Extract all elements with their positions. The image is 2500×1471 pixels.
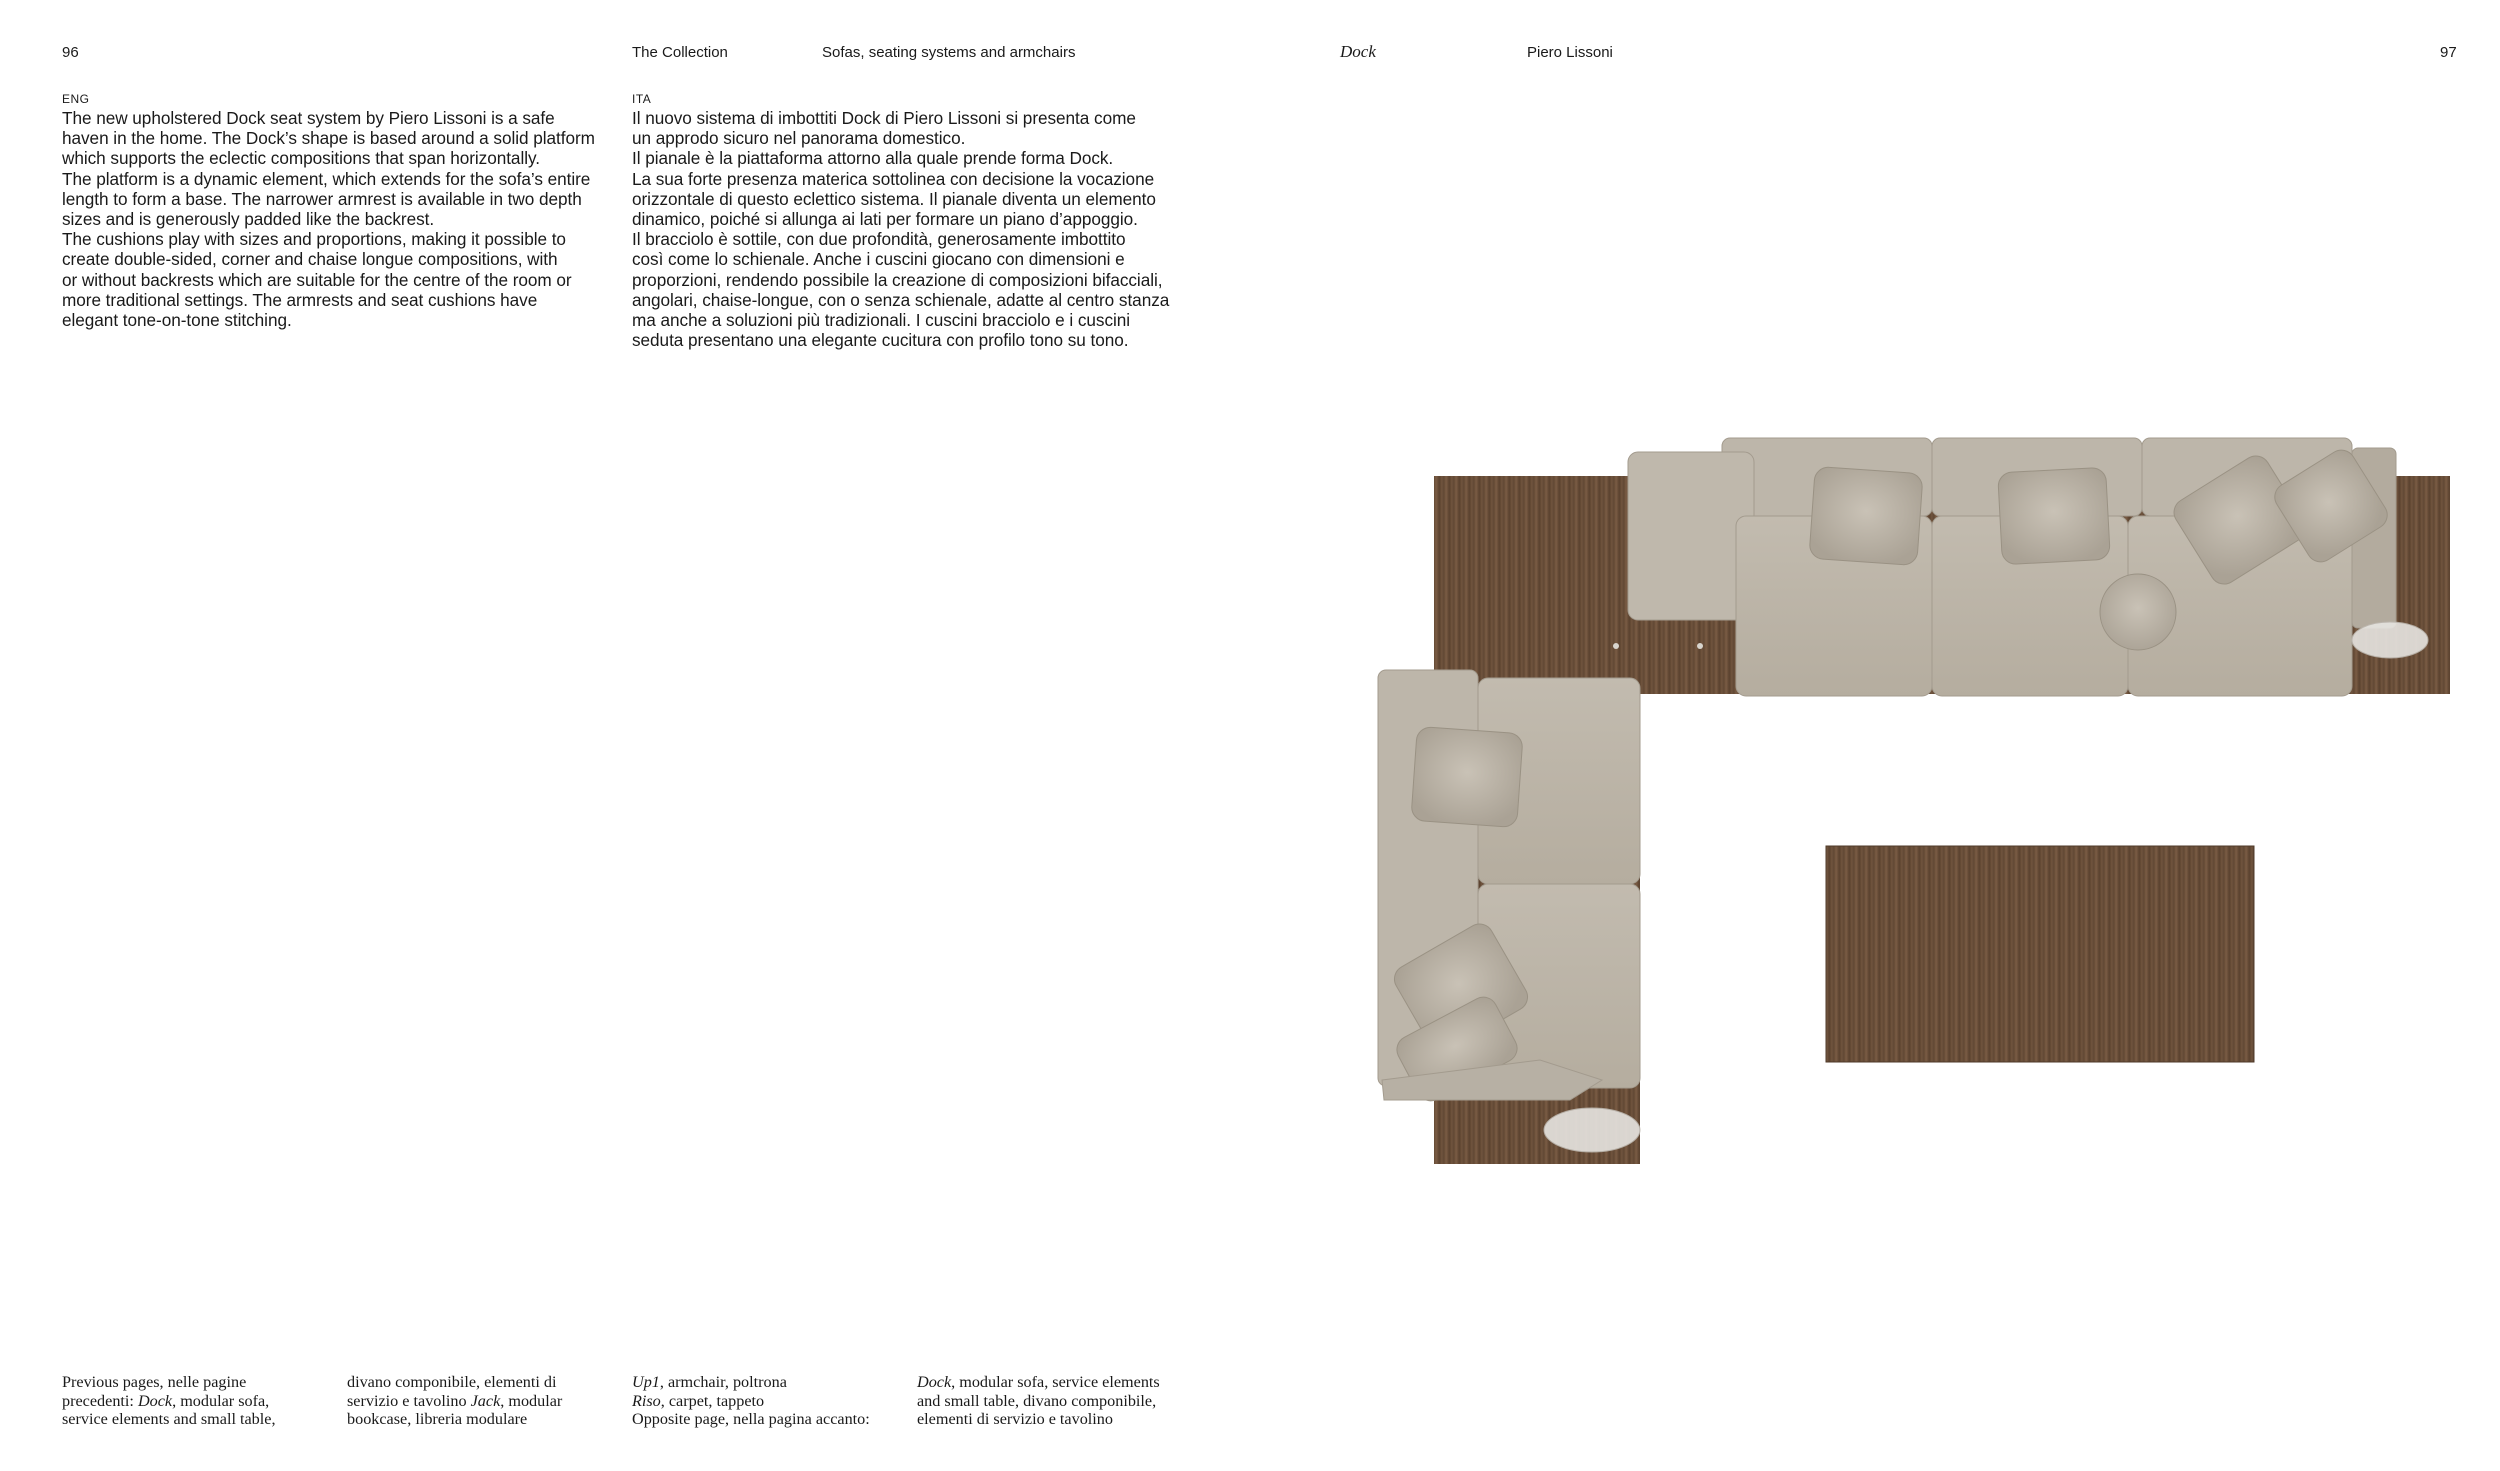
armrest-left	[1628, 452, 1754, 620]
caption-col4: Dock, modular sofa, service elements and small table, divano componibile, elementi di servizio e tavolino	[917, 1373, 1160, 1428]
throw-pillow	[1998, 467, 2111, 565]
coffee-table	[1826, 846, 2254, 1062]
designer-name: Piero Lissoni	[1527, 44, 1613, 61]
round-pouf-cushion	[2100, 574, 2176, 650]
section-title: The Collection	[632, 44, 728, 61]
page-number-right: 97	[2440, 44, 2457, 61]
throw-pillow	[1411, 726, 1523, 827]
product-ref: Up1	[632, 1373, 660, 1391]
throw-pillow	[1809, 466, 1923, 565]
product-ref: Dock	[917, 1373, 952, 1391]
eng-paragraph: The cushions play with sizes and proportions, making it possible to create double-sided, corner and chaise longue compositions, with or without backrests which are suitable for the centre of the room or more traditional settings. The armrests and seat cushions have elegant tone-on-tone stitching.	[62, 229, 572, 331]
eng-paragraph: The platform is a dynamic element, which extends for the sofa’s entire length to form a base. The narrower armrest is available in two depth sizes and is generously padded like the backrest.	[62, 168, 591, 230]
eng-paragraph: The new upholstered Dock seat system by Piero Lissoni is a safe haven in the home. The Dock’s shape is based around a solid platform which supports the eclectic compositions that span horizontally.	[62, 108, 595, 169]
glass-tray	[1544, 1108, 1640, 1152]
lang-label-eng: ENG	[62, 92, 90, 106]
caption-col1: Previous pages, nelle pagine precedenti: Dock, modular sofa, service elements and small table,	[62, 1373, 276, 1428]
sofa-top-view-image	[1370, 420, 2450, 1190]
page-number-left: 96	[62, 44, 79, 61]
ita-paragraph: Il nuovo sistema di imbottiti Dock di Piero Lissoni si presenta come un approdo sicuro nel panorama domestico.	[632, 108, 1136, 149]
ita-paragraph: Il bracciolo è sottile, con due profondità, generosamente imbottito così come lo schienale. Anche i cuscini giocano con dimensioni e proporzioni, rendendo possibile la creazione di composizioni bifacciali, angolari, chaise-longue, con o senza schienale, adatte al centro stanza ma anche a soluzioni più tradizionali. I cuscini bracciolo e i cuscini seduta presentano una elegante cucitura con profilo tono su tono.	[632, 229, 1170, 351]
product-ref: Jack	[470, 1391, 501, 1410]
product-ref: Riso	[632, 1391, 661, 1410]
glass-tray	[2352, 622, 2428, 658]
lang-label-ita: ITA	[632, 92, 652, 106]
category-title: Sofas, seating systems and armchairs	[822, 44, 1076, 61]
product-ref: Dock	[137, 1391, 173, 1410]
ita-text	[632, 108, 1202, 350]
product-name: Dock	[1340, 42, 1376, 61]
caption-col3: Up1, armchair, poltrona Riso, carpet, tappeto Opposite page, nella pagina accanto:	[632, 1373, 870, 1428]
eng-text	[62, 108, 632, 330]
ita-paragraph: Il pianale è la piattaforma attorno alla quale prende forma Dock. La sua forte presenza materica sottolinea con decisione la vocazione orizzontale di questo eclettico sistema. Il pianale diventa un elemento dinamico, poiché si allunga ai lati per formare un piano d’appoggio.	[632, 148, 1156, 230]
caption-col2: divano componibile, elementi di servizio e tavolino Jack, modular bookcase, libreria modulare	[347, 1373, 563, 1428]
